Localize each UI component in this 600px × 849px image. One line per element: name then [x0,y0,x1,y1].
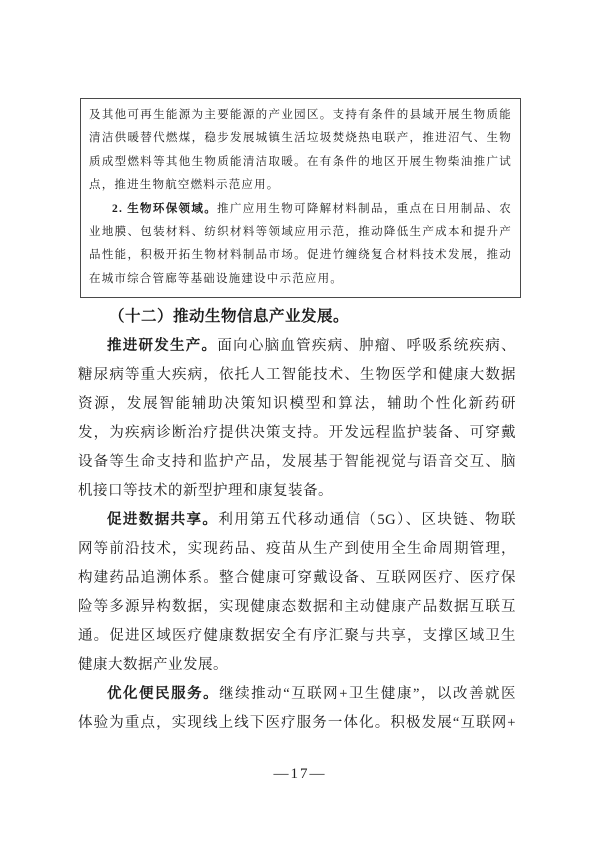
text-line: 及其他可再生能源为主要能源的产业园区。支持有条件的县域开展生物质能 [89,109,512,121]
text-line: 健康大数据产业发展。 [78,657,228,673]
text-line: 在城市综合管廊等基础设施建设中示范应用。 [89,272,343,285]
body-text [78,301,516,738]
text-line: 质成型燃料等其他生物质能清洁取暖。在有条件的地区开展生物柴油推广试 [89,155,512,168]
text-line: 设备等生命支持和监护产品，发展基于智能视觉与语音交互、脑 [78,454,516,470]
text-line: 网等前沿技术，实现药品、疫苗从生产到使用全生命周期管理， [78,541,516,557]
bold-lead-in: 推进研发生产。 [107,338,218,354]
text-line: 清洁供暖替代燃煤，稳步发展城镇生活垃圾焚烧热电联产，推进沼气、生物 [89,132,512,145]
text-line: 2. 生物环保领域。推广应用生物可降解材料制品，重点在日用制品、农 [112,202,512,215]
text-line: 促进数据共享。利用第五代移动通信（5G）、区块链、物联 [107,512,516,528]
text-line: 优化便民服务。继续推动“互联网+卫生健康”，以改善就医 [107,686,516,702]
text-line: 糖尿病等重大疾病，依托人工智能技术、生物医学和健康大数据 [78,367,516,383]
text-line: 资源，发展智能辅助决策知识模型和算法，辅助个性化新药研 [78,396,516,412]
page-number: —17— [273,766,327,782]
text-line: 业地膜、包装材料、纺织材料等领域应用示范，推动降低生产成本和提升产 [89,226,512,239]
section-heading: （十二）推动生物信息产业发展。 [109,308,350,325]
bold-lead-in: 促进数据共享。 [107,512,219,528]
text-line: 品性能，积极开拓生物材料制品市场。促进竹缠绕复合材料技术发展，推动 [89,249,512,262]
paragraph-research-production [78,332,516,506]
text-line: 机接口等技术的新型护理和康复装备。 [78,483,333,499]
paragraph-convenience-services [78,680,516,738]
text-line: 点，推进生物航空燃料示范应用。 [89,179,280,192]
paragraph-data-sharing [78,506,516,680]
text-line: 构建药品追溯体系。整合健康可穿戴设备、互联网医疗、医疗保 [78,570,516,586]
text-line: 险等多源异构数据，实现健康态数据和主动健康产品数据互联互 [78,599,516,615]
text-line: 发，为疾病诊断治疗提供决策支持。开发远程监护装备、可穿戴 [78,425,516,441]
text-line: 推进研发生产。面向心脑血管疾病、肿瘤、呼吸系统疾病、 [107,338,516,354]
text-line: 体验为重点，实现线上线下医疗服务一体化。积极发展“互联网+ [78,715,516,731]
quoted-text-box [80,98,521,298]
text-line: 通。促进区域医疗健康数据安全有序汇聚与共享，支撑区域卫生 [78,628,516,644]
bold-lead-in: 优化便民服务。 [107,686,220,702]
bold-lead-in: 2. 生物环保领域。 [112,202,218,215]
